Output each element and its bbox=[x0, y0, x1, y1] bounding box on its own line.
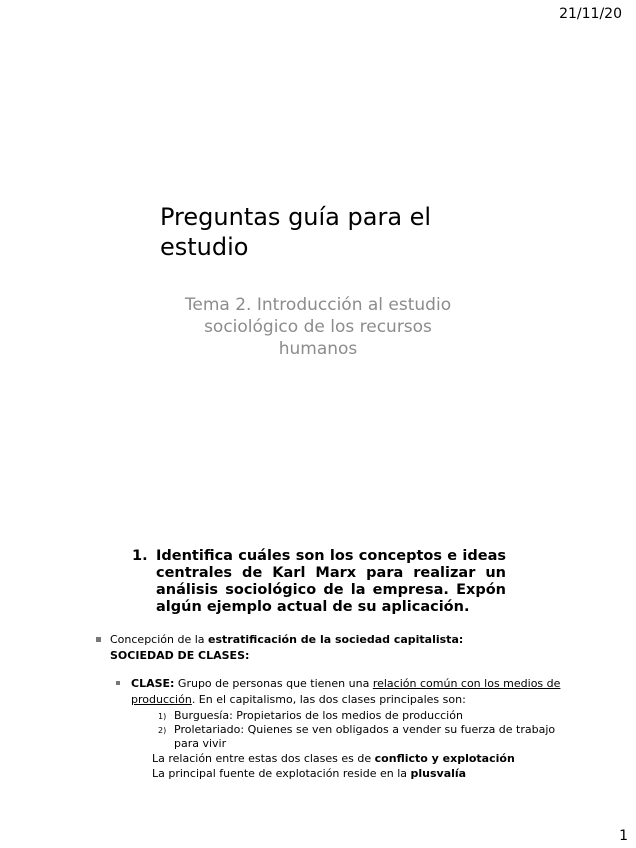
question-number: 1. bbox=[132, 548, 148, 564]
clase-rest: . En el capitalismo, las dos clases principales son: bbox=[191, 693, 466, 706]
relation-line bbox=[152, 751, 566, 766]
square-bullet-icon bbox=[96, 637, 101, 642]
relation-bold: conflicto y explotación bbox=[374, 752, 515, 765]
class-item-2 bbox=[158, 723, 566, 751]
bullet-clase bbox=[96, 676, 566, 708]
clase-underlined: relación común con los medios de producción bbox=[131, 677, 561, 706]
relation-prefix: La relación entre estas dos clases es de bbox=[152, 752, 375, 765]
list-marker: 1) bbox=[158, 712, 167, 721]
square-bullet-icon bbox=[116, 681, 120, 685]
concepcion-bold: estratificación de la sociedad capitalista: bbox=[208, 633, 464, 646]
question-1 bbox=[132, 548, 506, 616]
slide-subtitle: Tema 2. Introducción al estudio sociológico de los recursos humanos bbox=[184, 295, 452, 359]
class-list bbox=[158, 709, 566, 751]
clase-label: CLASE: bbox=[131, 677, 175, 690]
slide-title: Preguntas guía para el estudio bbox=[160, 203, 432, 261]
bullet-concepcion bbox=[96, 632, 566, 664]
concepcion-prefix: Concepción de la bbox=[110, 633, 209, 646]
class-item-text: Proletariado: Quienes se ven obligados a vender su fuerza de trabajo para vivir bbox=[174, 723, 556, 750]
clase-text: Grupo de personas que tienen una bbox=[174, 677, 373, 690]
sociedad-clases-heading: SOCIEDAD DE CLASES: bbox=[110, 649, 250, 662]
class-item-1 bbox=[158, 709, 566, 723]
source-prefix: La principal fuente de explotación reside en la bbox=[152, 767, 411, 780]
page-number: 1 bbox=[619, 828, 628, 844]
date-label: 21/11/20 bbox=[559, 6, 622, 22]
source-bold: plusvalía bbox=[410, 767, 467, 780]
question-text: Identifica cuáles son los conceptos e ideas centrales de Karl Marx para realizar un análisis sociológico de la empresa. Expón algún ejemplo actual de su aplicación. bbox=[156, 548, 506, 615]
source-line bbox=[152, 766, 566, 781]
concepts-section bbox=[96, 632, 566, 781]
list-marker: 2) bbox=[158, 726, 167, 735]
class-item-text: Burguesía: Propietarios de los medios de producción bbox=[174, 709, 463, 722]
